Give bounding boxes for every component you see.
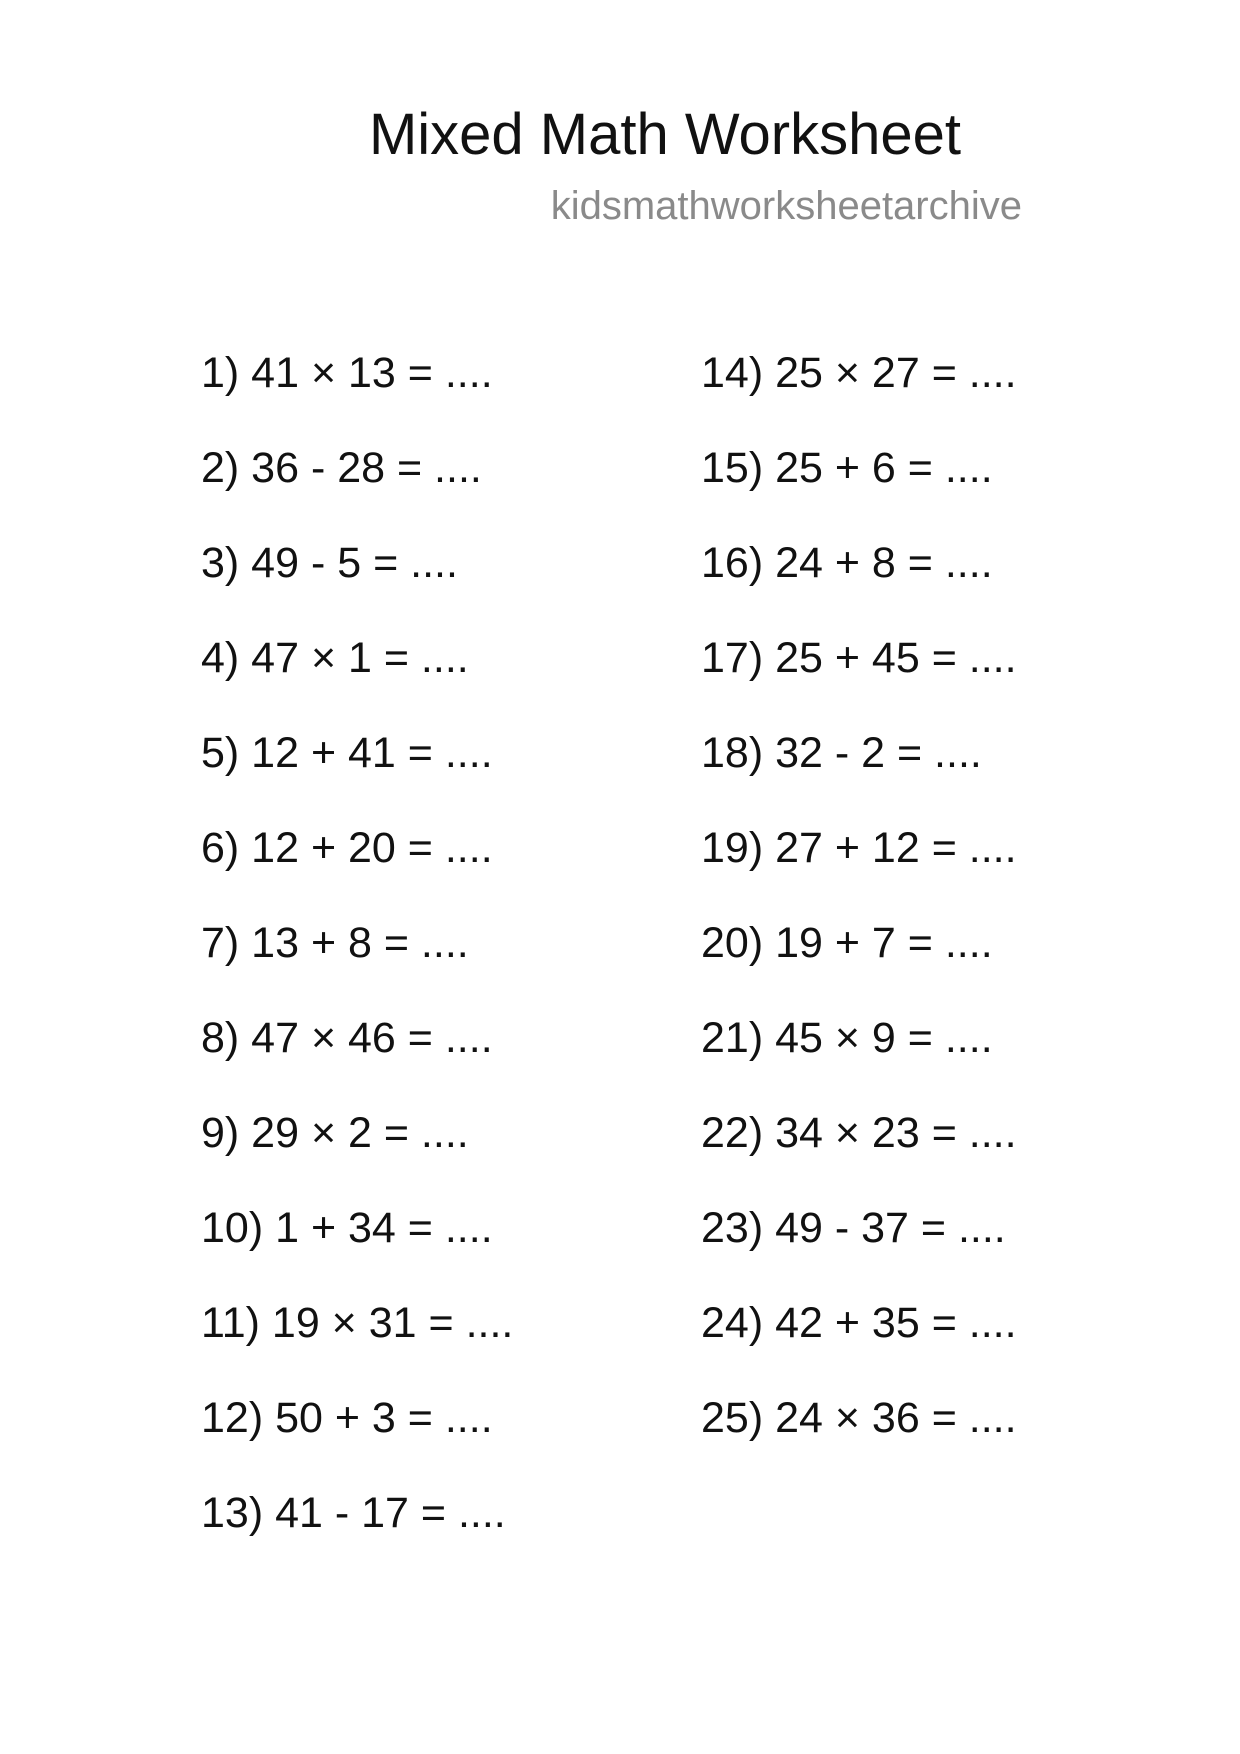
problem-column-right bbox=[701, 348, 1017, 1488]
problem-item: 17) 25 + 45 = .... bbox=[701, 634, 1017, 682]
problem-item: 15) 25 + 6 = .... bbox=[701, 444, 993, 492]
problem-item: 21) 45 × 9 = .... bbox=[701, 1014, 993, 1062]
problem-item: 25) 24 × 36 = .... bbox=[701, 1394, 1017, 1442]
problem-item: 8) 47 × 46 = .... bbox=[201, 1014, 493, 1062]
problem-item: 4) 47 × 1 = .... bbox=[201, 634, 469, 682]
problem-item: 12) 50 + 3 = .... bbox=[201, 1394, 493, 1442]
problem-item: 11) 19 × 31 = .... bbox=[201, 1299, 514, 1347]
problem-item: 3) 49 - 5 = .... bbox=[201, 539, 458, 587]
problem-item: 20) 19 + 7 = .... bbox=[701, 919, 993, 967]
problem-item: 7) 13 + 8 = .... bbox=[201, 919, 469, 967]
problem-item: 5) 12 + 41 = .... bbox=[201, 729, 493, 777]
problem-item: 9) 29 × 2 = .... bbox=[201, 1109, 469, 1157]
problem-item: 10) 1 + 34 = .... bbox=[201, 1204, 493, 1252]
problem-item: 2) 36 - 28 = .... bbox=[201, 444, 482, 492]
problem-column-left bbox=[201, 348, 513, 1583]
problem-item: 16) 24 + 8 = .... bbox=[701, 539, 993, 587]
problem-item: 1) 41 × 13 = .... bbox=[201, 349, 493, 397]
source-subtitle: kidsmathworksheetarchive bbox=[550, 184, 1022, 228]
problem-item: 24) 42 + 35 = .... bbox=[701, 1299, 1017, 1347]
problem-item: 23) 49 - 37 = .... bbox=[701, 1204, 1006, 1252]
problem-item: 6) 12 + 20 = .... bbox=[201, 824, 493, 872]
problem-item: 19) 27 + 12 = .... bbox=[701, 824, 1017, 872]
problem-item: 13) 41 - 17 = .... bbox=[201, 1489, 506, 1537]
problem-item: 22) 34 × 23 = .... bbox=[701, 1109, 1017, 1157]
problem-item: 18) 32 - 2 = .... bbox=[701, 729, 982, 777]
page-title: Mixed Math Worksheet bbox=[368, 102, 962, 167]
problem-item: 14) 25 × 27 = .... bbox=[701, 349, 1017, 397]
